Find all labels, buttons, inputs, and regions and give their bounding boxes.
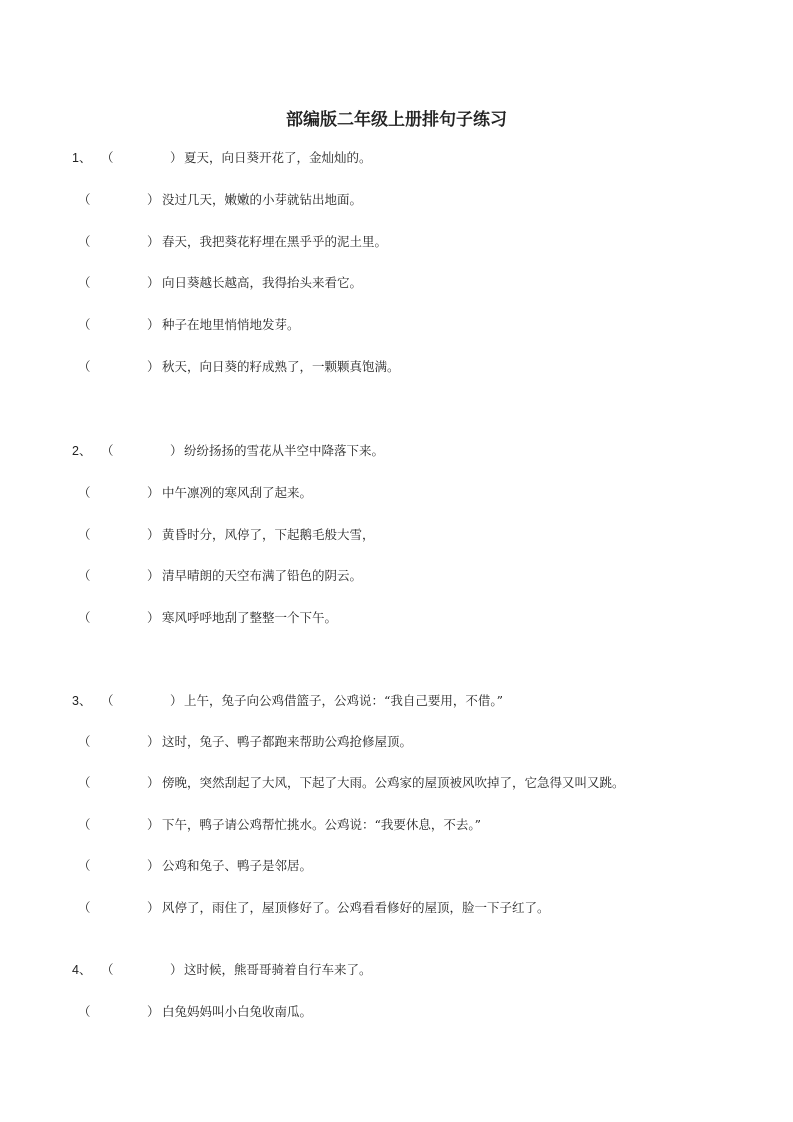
answer-bracket-close: ） xyxy=(147,527,160,542)
sentence-text: 秋天，向日葵的籽成熟了，一颗颗真饱满。 xyxy=(162,359,400,374)
answer-bracket-open: （ xyxy=(78,610,91,625)
answer-bracket-close: ） xyxy=(147,359,160,374)
sentence-text: 中午凛冽的寒风刮了起来。 xyxy=(162,485,313,500)
answer-bracket-open: （ xyxy=(78,275,91,290)
answer-bracket-open: （ xyxy=(78,858,91,873)
answer-bracket-open: （ xyxy=(78,734,91,749)
question-number: 4、 xyxy=(72,963,92,977)
answer-bracket-close: ） xyxy=(147,275,160,290)
answer-bracket-open: （ xyxy=(78,817,91,832)
answer-bracket-open: （ xyxy=(78,527,91,542)
answer-bracket-close: ） xyxy=(147,858,160,873)
question-number: 3、 xyxy=(72,694,92,708)
answer-bracket-close: ） xyxy=(147,317,160,332)
page-title: 部编版二年级上册排句子练习 xyxy=(286,110,507,130)
sentence-text: 白兔妈妈叫小白兔收南瓜。 xyxy=(162,1004,313,1019)
answer-bracket-close: ） xyxy=(147,1004,160,1019)
sentence-text: 寒风呼呼地刮了整整一个下午。 xyxy=(162,610,338,625)
answer-bracket-close: ） xyxy=(147,485,160,500)
answer-bracket-close: ） xyxy=(147,775,160,790)
answer-bracket-open: （ xyxy=(101,150,114,165)
answer-bracket-open: （ xyxy=(78,775,91,790)
sentence-text: 这时候，熊哥哥骑着自行车来了。 xyxy=(184,962,372,977)
answer-bracket-open: （ xyxy=(78,317,91,332)
answer-bracket-close: ） xyxy=(170,693,183,708)
answer-bracket-close: ） xyxy=(147,192,160,207)
sentence-text: 清早晴朗的天空布满了铅色的阴云。 xyxy=(162,568,363,583)
answer-bracket-open: （ xyxy=(101,443,114,458)
answer-bracket-open: （ xyxy=(78,1004,91,1019)
answer-bracket-open: （ xyxy=(78,568,91,583)
answer-bracket-close: ） xyxy=(170,150,183,165)
answer-bracket-close: ） xyxy=(147,817,160,832)
answer-bracket-close: ） xyxy=(170,962,183,977)
answer-bracket-open: （ xyxy=(78,485,91,500)
answer-bracket-close: ） xyxy=(147,734,160,749)
answer-bracket-open: （ xyxy=(101,962,114,977)
question-number: 1、 xyxy=(72,151,92,165)
answer-bracket-close: ） xyxy=(147,234,160,249)
sentence-text: 向日葵越长越高，我得抬头来看它。 xyxy=(162,275,363,290)
answer-bracket-close: ） xyxy=(170,443,183,458)
sentence-text: 公鸡和兔子、鸭子是邻居。 xyxy=(162,858,313,873)
sentence-text: 傍晚，突然刮起了大风，下起了大雨。公鸡家的屋顶被风吹掉了，它急得又叫又跳。 xyxy=(162,775,625,790)
answer-bracket-open: （ xyxy=(78,900,91,915)
answer-bracket-open: （ xyxy=(78,234,91,249)
answer-bracket-open: （ xyxy=(78,192,91,207)
sentence-text: 纷纷扬扬的雪花从半空中降落下来。 xyxy=(184,443,385,458)
sentence-text: 这时，兔子、鸭子都跑来帮助公鸡抢修屋顶。 xyxy=(162,734,413,749)
answer-bracket-close: ） xyxy=(147,568,160,583)
sentence-text: 风停了，雨住了，屋顶修好了。公鸡看看修好的屋顶，脸一下子红了。 xyxy=(162,900,550,915)
sentence-text: 黄昏时分，风停了，下起鹅毛般大雪， xyxy=(162,527,375,542)
answer-bracket-close: ） xyxy=(147,610,160,625)
sentence-text: 春天，我把葵花籽埋在黑乎乎的泥土里。 xyxy=(162,234,388,249)
answer-bracket-close: ） xyxy=(147,900,160,915)
question-number: 2、 xyxy=(72,444,92,458)
sentence-text: 夏天，向日葵开花了，金灿灿的。 xyxy=(184,150,372,165)
sentence-text: 种子在地里悄悄地发芽。 xyxy=(162,317,300,332)
sentence-text: 上午，兔子向公鸡借篮子，公鸡说：“我自己要用，不借。” xyxy=(184,693,504,708)
sentence-text: 下午，鸭子请公鸡帮忙挑水。公鸡说：“我要休息，不去。” xyxy=(162,817,482,832)
sentence-text: 没过几天，嫩嫩的小芽就钻出地面。 xyxy=(162,192,363,207)
answer-bracket-open: （ xyxy=(78,359,91,374)
answer-bracket-open: （ xyxy=(101,693,114,708)
